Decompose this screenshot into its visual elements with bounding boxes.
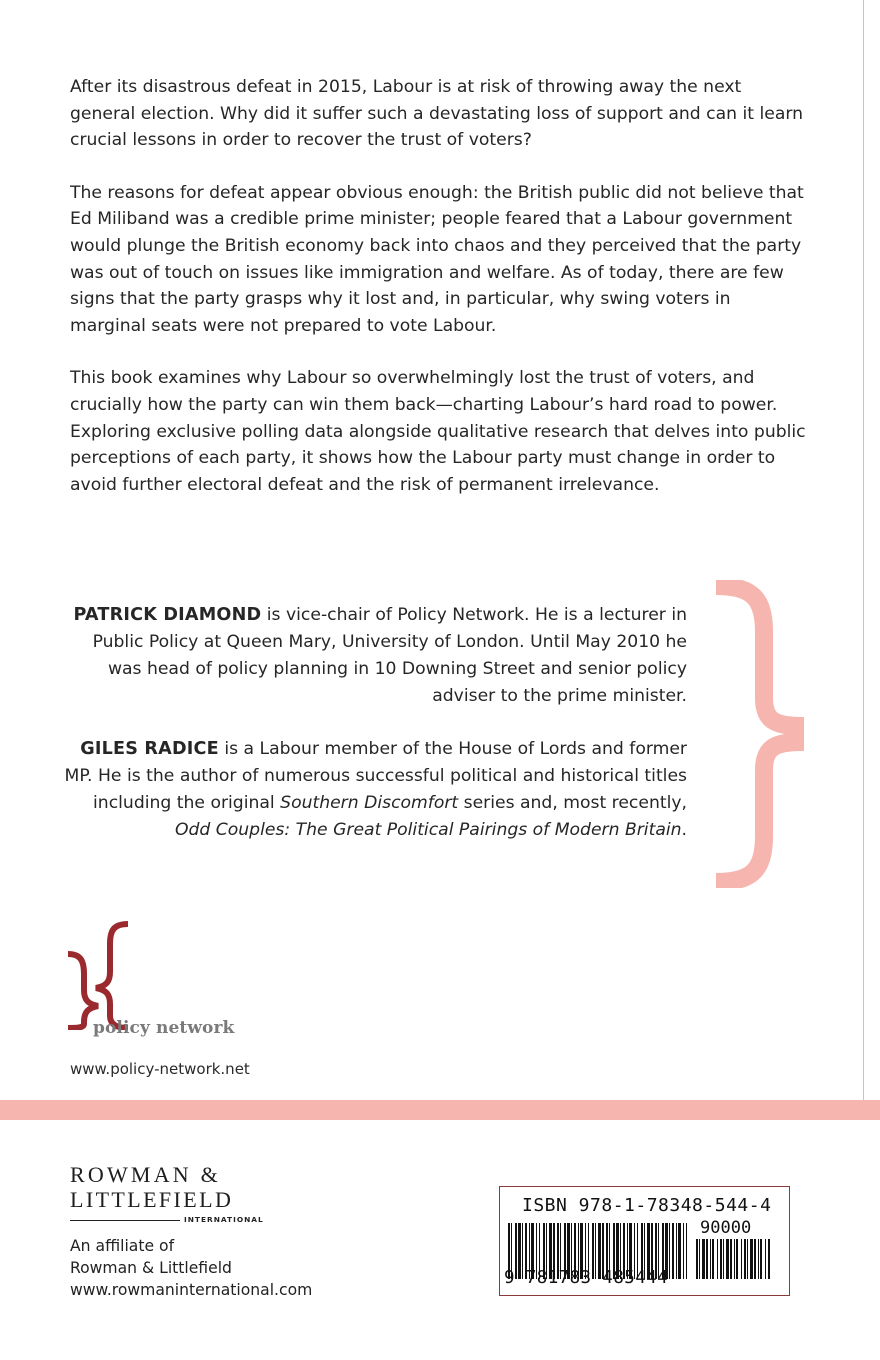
barcode-bar — [706, 1239, 708, 1279]
book-blurb — [70, 74, 810, 524]
policy-network-url: www.policy-network.net — [70, 1060, 250, 1078]
barcode-bar — [750, 1239, 753, 1279]
publisher-affiliate-label: An affiliate of — [70, 1237, 175, 1255]
publisher-logo-rule — [70, 1220, 180, 1221]
publisher-url: www.rowmaninternational.com — [70, 1281, 313, 1299]
author-name-radice: GILES RADICE — [80, 739, 219, 759]
barcode-digits: 9 781783 485444 — [504, 1268, 669, 1288]
barcode-bar — [702, 1239, 705, 1279]
blurb-paragraph-1: After its disastrous defeat in 2015, Labour is at risk of throwing away the next general election. Why did it suffer such a devastating loss of support and can it learn crucial lessons in order to recover the trust of voters? — [70, 77, 804, 151]
blurb-paragraph-2: The reasons for defeat appear obvious enough: the British public did not believe that Ed Miliband was a credible prime minister; people feared that a Labour government would plunge the British economy back into chaos and they perceived that the party was out of touch on issues like immigration and welfare. As of today, there are few signs that the party grasps why it lost and, in particular, why swing voters in marginal seats were not prepared to vote Labour. — [70, 182, 804, 336]
barcode-bar — [676, 1223, 677, 1279]
barcode-bar — [754, 1239, 756, 1279]
publisher-logo-international: INTERNATIONAL — [184, 1215, 264, 1224]
barcode-bar — [744, 1239, 746, 1279]
barcode-bar — [760, 1239, 762, 1279]
barcode-bar — [723, 1239, 724, 1279]
bio-text-radice-end: . — [681, 820, 687, 840]
barcode-bar — [696, 1239, 698, 1279]
bio-text-radice-2: series and, most recently, — [458, 793, 687, 813]
bio-text-radice-1: is a Labour member of the House of Lords and former MP. He is the author of numerous successful political and historical titles including the original — [64, 739, 687, 813]
barcode-bars-addon — [696, 1239, 770, 1279]
barcode-bar — [712, 1239, 714, 1279]
bio-text-diamond: is vice-chair of Policy Network. He is a lecturer in Public Policy at Queen Mary, University of London. Until May 2010 he was head of policy planning in 10 Downing Street and senior policy adviser to the prime minister. — [92, 605, 687, 706]
barcode-bar — [758, 1239, 759, 1279]
barcode-bar — [686, 1223, 687, 1279]
barcode-bar — [672, 1223, 674, 1279]
barcode-bar — [765, 1239, 766, 1279]
isbn-barcode — [499, 1186, 790, 1296]
barcode-bar — [730, 1239, 732, 1279]
barcode-bar — [726, 1239, 729, 1279]
author-bios — [60, 602, 687, 870]
book-title-southern-discomfort: Southern Discomfort — [280, 793, 459, 813]
author-name-diamond: PATRICK DIAMOND — [73, 605, 262, 625]
barcode-bar — [768, 1239, 770, 1279]
barcode-bar — [736, 1239, 738, 1279]
curly-brace-decoration — [712, 580, 804, 888]
bio-patrick-diamond — [60, 602, 687, 710]
barcode-bar — [747, 1239, 748, 1279]
publisher-parent-name: Rowman & Littlefield — [70, 1259, 232, 1277]
edge-rule — [863, 0, 864, 1100]
publisher-logo-line2: LITTLEFIELD — [70, 1187, 234, 1212]
publisher-info — [70, 1235, 312, 1301]
policy-network-wordmark: policy network — [93, 1018, 235, 1038]
barcode-bar — [683, 1223, 684, 1279]
barcode-bar — [710, 1239, 711, 1279]
barcode-bar — [720, 1239, 722, 1279]
book-title-odd-couples: Odd Couples: The Great Political Pairings of Modern Britain — [174, 820, 682, 840]
barcode-bar — [678, 1223, 681, 1279]
publisher-logo-line1: ROWMAN & — [70, 1162, 221, 1187]
isbn-number: ISBN 978-1-78348-544-4 — [522, 1195, 772, 1216]
barcode-bar — [669, 1223, 670, 1279]
barcode-bar — [741, 1239, 742, 1279]
pink-divider-band — [0, 1100, 880, 1120]
barcode-bar — [717, 1239, 718, 1279]
barcode-bar — [734, 1239, 735, 1279]
bio-giles-radice — [60, 736, 687, 844]
blurb-paragraph-3: This book examines why Labour so overwhelmingly lost the trust of voters, and crucially how the party can win them back—charting Labour’s hard road to power. Exploring exclusive polling data alongside qualitative research that delves into public perceptions of each party, it shows how the Labour party must change in order to avoid further electoral defeat and the risk of permanent irrelevance. — [70, 368, 806, 495]
policy-network-logo-icon — [64, 920, 134, 1030]
barcode-bar — [699, 1239, 700, 1279]
price-addon-code: 90000 — [700, 1218, 752, 1238]
